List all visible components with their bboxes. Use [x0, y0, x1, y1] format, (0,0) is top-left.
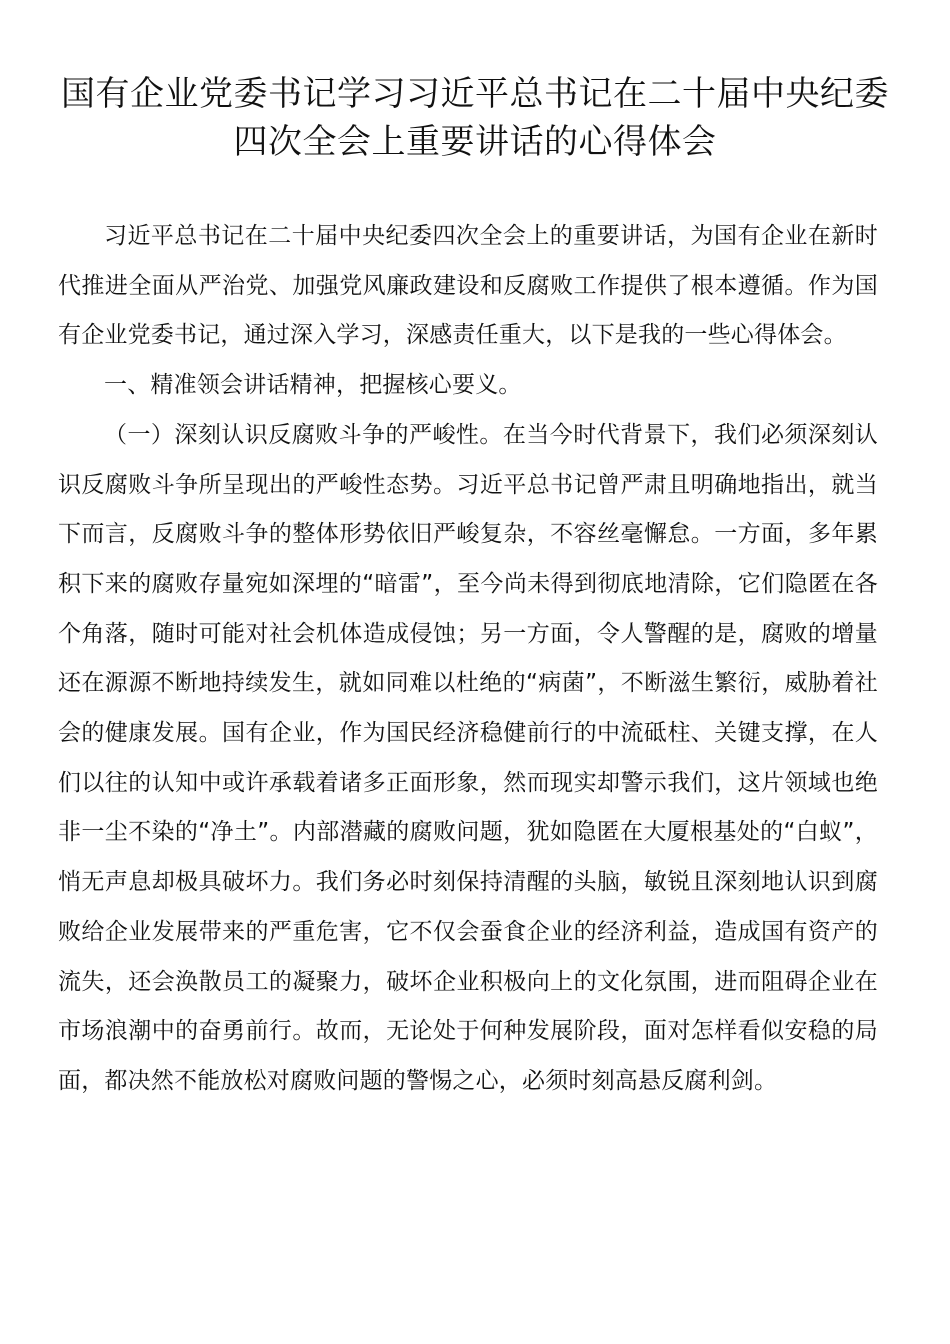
body-paragraph: （一）深刻认识反腐败斗争的严峻性。在当今时代背景下，我们必须深刻认识反腐败斗争所呈现出的严峻性态势。习近平总书记曾严肃且明确地指出，就当下而言，反腐败斗争的整体形势依旧严峻复杂，不容丝毫懈怠。一方面，多年累积下来的腐败存量宛如深埋的“暗雷”，至今尚未得到彻底地清除，它们隐匿在各个角落，随时可能对社会机体造成侵蚀；另一方面，令人警醒的是，腐败的增量还在源源不断地持续发生，就如同难以杜绝的“病菌”，不断滋生繁衍，威胁着社会的健康发展。国有企业，作为国民经济稳健前行的中流砥柱、关键支撑，在人们以往的认知中或许承载着诸多正面形象，然而现实却警示我们，这片领域也绝非一尘不染的“净土”。内部潜藏的腐败问题，犹如隐匿在大厦根基处的“白蚁”，悄无声息却极具破坏力。我们务必时刻保持清醒的头脑，敏锐且深刻地认识到腐败给企业发展带来的严重危害，它不仅会蚕食企业的经济利益，造成国有资产的流失，还会涣散员工的凝聚力，破坏企业积极向上的文化氛围，进而阻碍企业在市场浪潮中的奋勇前行。故而，无论处于何种发展阶段，面对怎样看似安稳的局面，都决然不能放松对腐败问题的警惕之心，必须时刻高悬反腐利剑。	[58, 421, 878, 1094]
section-heading: 一、精准领会讲话精神，把握核心要义。	[104, 372, 522, 399]
document-body	[58, 212, 878, 1107]
document-title: 国有企业党委书记学习习近平总书记在二十届中央纪委四次全会上重要讲话的心得体会	[61, 74, 889, 162]
intro-paragraph: 习近平总书记在二十届中央纪委四次全会上的重要讲话，为国有企业在新时代推进全面从严治党、加强党风廉政建设和反腐败工作提供了根本遵循。作为国有企业党委书记，通过深入学习，深感责任重大，以下是我的一些心得体会。	[58, 223, 878, 349]
